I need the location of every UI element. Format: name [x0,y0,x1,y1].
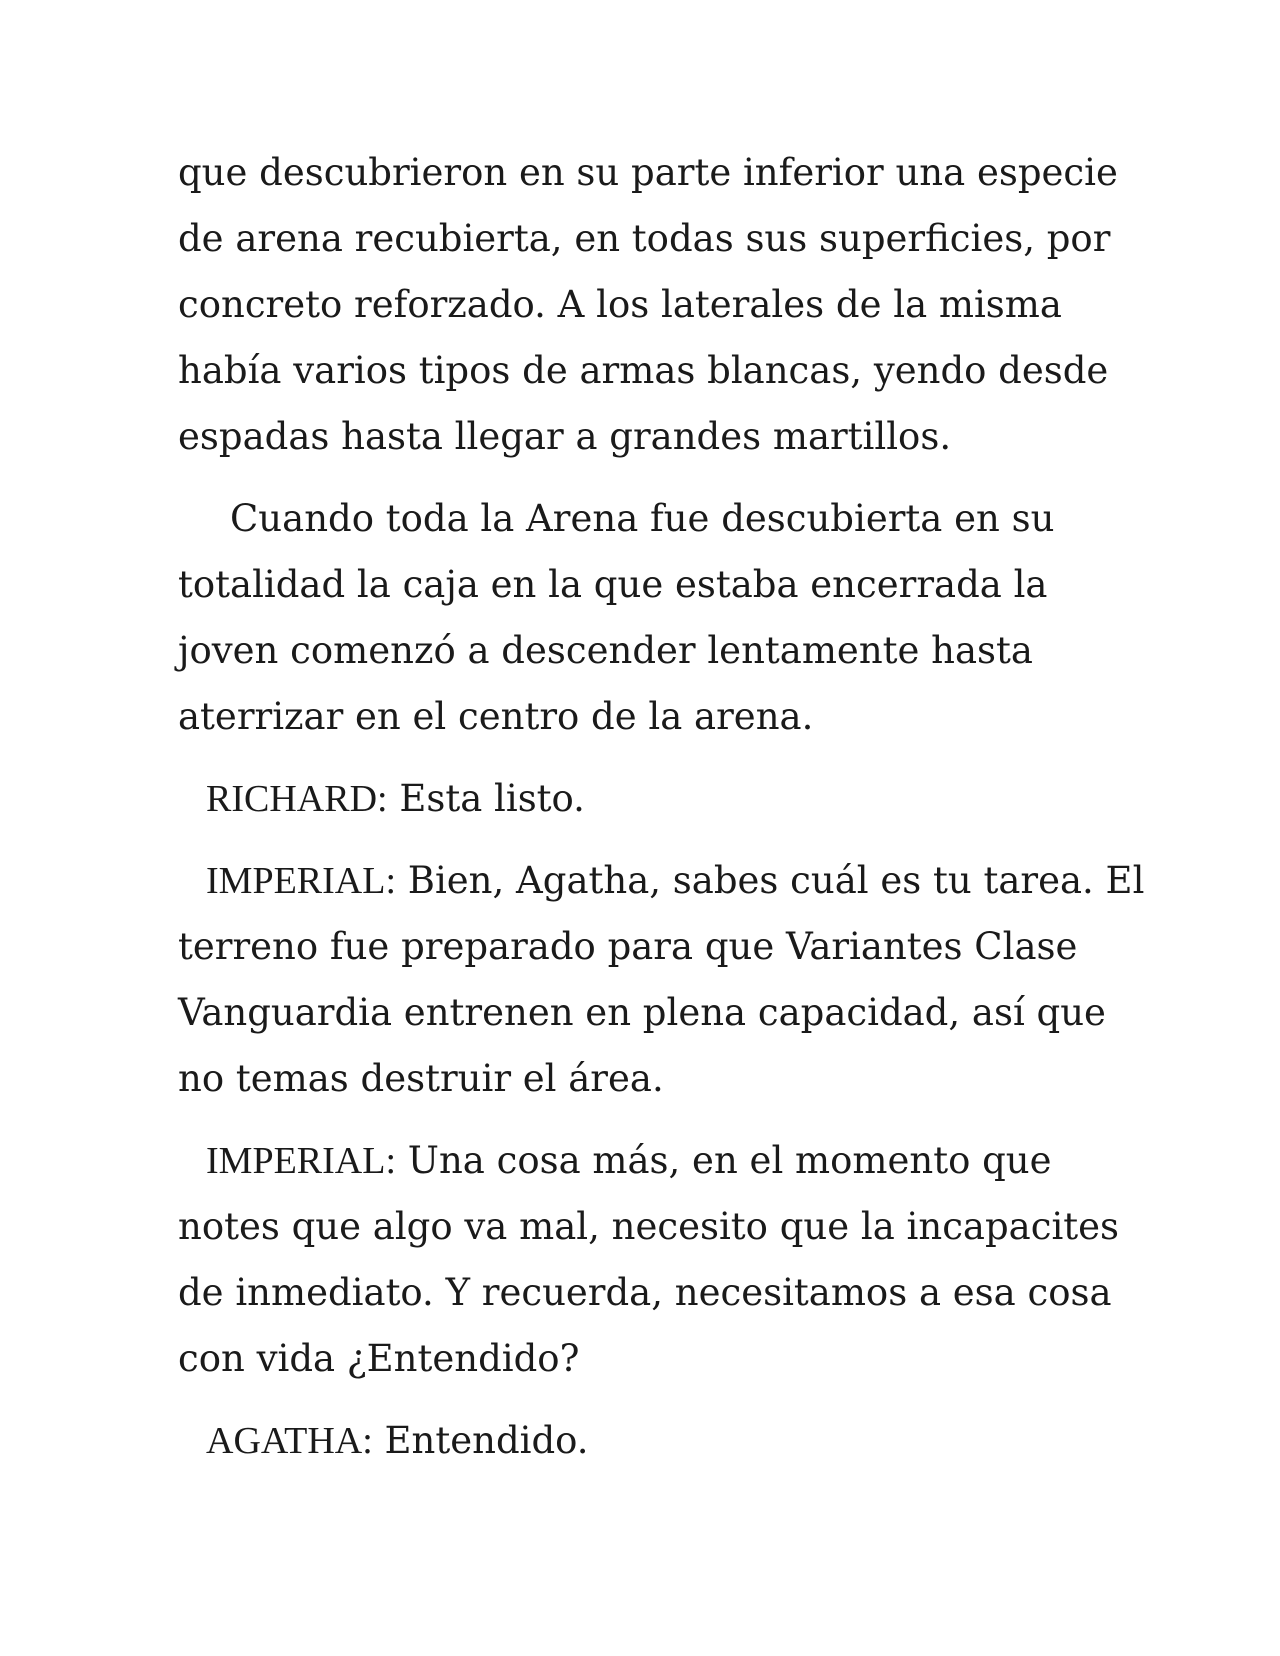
speaker-name: IMPERIAL: [206,1140,396,1182]
dialogue-text: Esta listo. [387,777,585,820]
text-line [178,848,1145,914]
text-line: de inmediato. Y recuerda, necesitamos a esa cosa [178,1271,1112,1314]
dialogue-text: Una cosa más, en el momento que [396,1139,1052,1182]
text-line: que descubrieron en su parte inferior una especie [178,151,1118,194]
text-line: con vida ¿Entendido? [178,1337,580,1380]
text-line: Vanguardia entrenen en plena capacidad, así que [178,991,1106,1034]
dialogue-paragraph [178,1408,1108,1474]
dialogue-paragraph [178,848,1145,1112]
text-line [178,1128,1108,1194]
text-line: totalidad la caja en la que estaba encerrada la [178,563,1048,606]
dialogue-text: Entendido. [372,1419,589,1462]
text-line: no temas destruir el área. [178,1057,664,1100]
text-line: había varios tipos de armas blancas, yendo desde [178,349,1109,392]
speaker-name: AGATHA: [206,1420,373,1462]
narrative-paragraph [178,140,1118,470]
text-line: de arena recubierta, en todas sus superficies, por [178,217,1111,260]
text-line: aterrizar en el centro de la arena. [178,695,814,738]
text-line: Cuando toda la Arena fue descubierta en su [230,497,1055,540]
text-line [178,766,1108,832]
text-line: espadas hasta llegar a grandes martillos. [178,415,952,458]
dialogue-text: Bien, Agatha, sabes cuál es tu tarea. El [396,859,1145,902]
body-text [178,140,1145,1490]
text-line [178,1408,1108,1474]
text-line: notes que algo va mal, necesito que la incapacites [178,1205,1120,1248]
text-line: concreto reforzado. A los laterales de la misma [178,283,1062,326]
dialogue-paragraph [178,1128,1120,1392]
text-line: joven comenzó a descender lentamente hasta [178,629,1033,672]
speaker-name: RICHARD: [206,778,388,820]
narrative-paragraph [178,486,1108,750]
dialogue-paragraph [178,766,1108,832]
text-line: terreno fue preparado para que Variantes Clase [178,925,1078,968]
speaker-name: IMPERIAL: [206,860,396,902]
